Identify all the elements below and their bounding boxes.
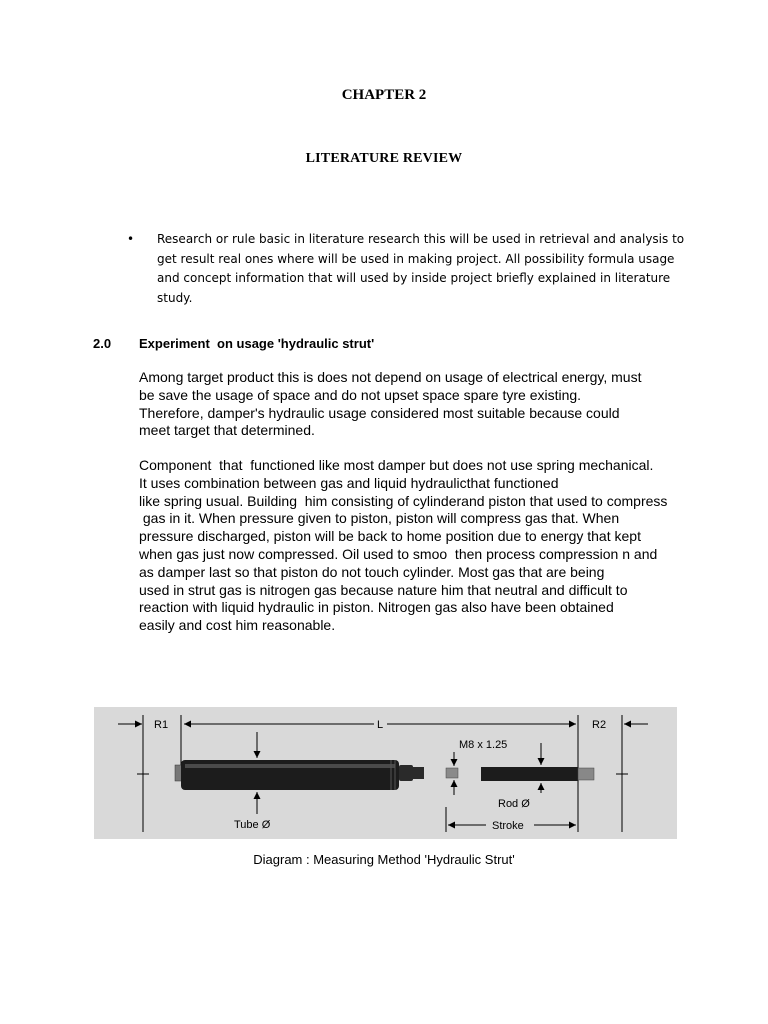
paragraph-line: be save the usage of space and do not upset space spare tyre existing. xyxy=(139,386,582,403)
section-title: LITERATURE REVIEW xyxy=(305,151,463,166)
strut-rod xyxy=(481,767,578,781)
paragraph-line: used in strut gas is nitrogen gas because nature him that neutral and difficult to xyxy=(139,581,628,598)
bullet-marker: • xyxy=(127,232,135,246)
paragraph-line: Component that functioned like most damper but does not use spring mechanical. xyxy=(139,457,654,473)
thread-label: M8 x 1.25 xyxy=(459,739,508,751)
paragraph-line: Among target product this is does not depend on usage of electrical energy, must xyxy=(139,369,642,385)
paragraph-line: like spring usual. Building him consisting of cylinderand piston that used to compress xyxy=(139,492,668,509)
paragraph-line: It uses combination between gas and liquid hydraulicthat functioned xyxy=(139,474,559,491)
r2-label: R2 xyxy=(592,719,607,731)
bullet-line: study. xyxy=(157,290,193,305)
thread-end xyxy=(446,768,458,778)
paragraph-line: as damper last so that piston do not touch cylinder. Most gas that are being xyxy=(139,563,605,580)
paragraph-2 xyxy=(139,457,667,635)
r1-label: R1 xyxy=(154,719,169,731)
hydraulic-strut-diagram xyxy=(94,707,677,839)
paragraph-line: gas in it. When pressure given to piston, piston will compress gas that. When xyxy=(139,510,620,527)
paragraph-1 xyxy=(139,369,641,440)
section-heading: Experiment on usage 'hydraulic strut' xyxy=(139,336,375,351)
diagram-caption: Diagram : Measuring Method 'Hydraulic Strut' xyxy=(253,852,515,867)
l-label: L xyxy=(377,719,384,731)
bullet-line: get result real ones where will be used in making project. All possibility formula usage xyxy=(157,251,675,266)
paragraph-line: reaction with liquid hydraulic in piston. Nitrogen gas also have been obtained xyxy=(139,599,614,616)
paragraph-line: easily and cost him reasonable. xyxy=(139,617,336,634)
rod-collar xyxy=(399,765,413,781)
tube-label: Tube Ø xyxy=(234,819,271,831)
paragraph-line: when gas just now compressed. Oil used to smoo then process compression n and xyxy=(139,545,658,562)
bullet-paragraph xyxy=(157,230,685,308)
right-end-fitting xyxy=(578,768,594,780)
paragraph-line: Therefore, damper's hydraulic usage considered most suitable because could xyxy=(139,404,620,421)
bullet-line: Research or rule basic in literature research this will be used in retrieval and analysis to xyxy=(157,232,685,246)
paragraph-line: pressure discharged, piston will be back to home position due to energy that kept xyxy=(139,528,641,545)
thread-stub xyxy=(413,767,424,779)
bullet-line: and concept information that will used by inside project briefly explained in literature xyxy=(157,271,671,285)
section-number: 2.0 xyxy=(93,336,112,351)
chapter-heading: CHAPTER 2 xyxy=(341,87,427,103)
tube-highlight xyxy=(185,764,395,768)
strut-diagram-svg xyxy=(94,707,677,839)
paragraph-line: meet target that determined. xyxy=(139,422,315,439)
rod-label: Rod Ø xyxy=(498,798,530,810)
stroke-label: Stroke xyxy=(492,820,524,832)
